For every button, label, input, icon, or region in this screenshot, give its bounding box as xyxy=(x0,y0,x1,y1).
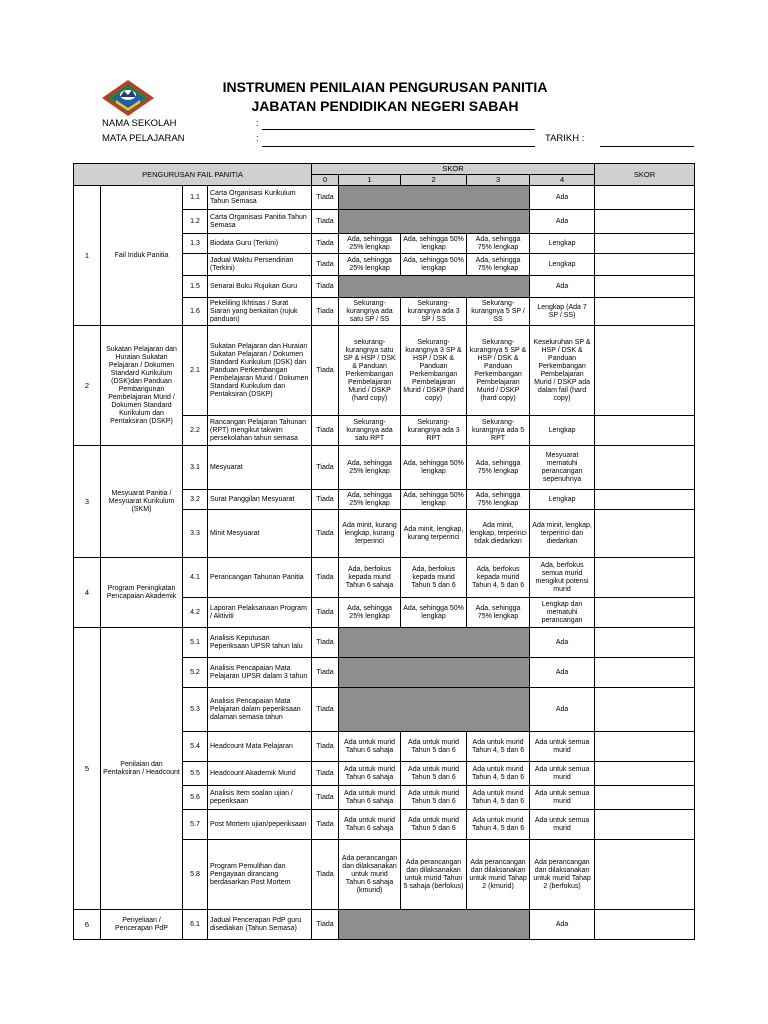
section-number: 2 xyxy=(74,326,101,446)
score-level-3: 3 xyxy=(467,175,530,186)
score-2-cell: Sekurang-kurangnya ada 3 SP / SS xyxy=(401,298,467,326)
score-1-cell: Ada untuk murid Tahun 6 sahaja xyxy=(339,732,401,762)
score-3-cell: Sekurang-kurangnya 5 SP & HSP / DSK & Panduan Perkembangan Pembelajaran Murid / DSKP (hard copy) xyxy=(467,326,530,416)
assessment-table xyxy=(73,163,695,940)
skor-input-cell[interactable] xyxy=(595,786,695,810)
item-description: Pekeliling Ikhtisas / Surat Siaran yang berkaitan (rujuk panduan) xyxy=(208,298,312,326)
skor-input-cell[interactable] xyxy=(595,254,695,276)
score-4-cell: Ada xyxy=(530,688,595,732)
score-4-cell: Lengkap xyxy=(530,416,595,446)
item-description: Biodata Guru (Terkini) xyxy=(208,234,312,254)
score-3-cell: Ada untuk murid Tahun 4, 5 dan 6 xyxy=(467,732,530,762)
nama-sekolah-label: NAMA SEKOLAH xyxy=(102,118,177,129)
score-0-cell: Tiada xyxy=(312,558,339,598)
score-0-cell: Tiada xyxy=(312,510,339,558)
score-4-cell: Ada xyxy=(530,210,595,234)
not-applicable-cell xyxy=(339,910,530,940)
score-4-cell: Lengkap xyxy=(530,234,595,254)
score-4-cell: Keseluruhan SP & HSP / DSK & Panduan Perkembangan Pembelajaran Murid / DSKP ada dalam fail (hard copy) xyxy=(530,326,595,416)
jpn-sabah-logo xyxy=(100,78,156,118)
score-1-cell: Sekurang-kurangnya ada satu RPT xyxy=(339,416,401,446)
section-number: 1 xyxy=(74,186,101,326)
score-2-cell: Ada, sehingga 50% lengkap xyxy=(401,446,467,490)
nama-sekolah-colon: : xyxy=(256,118,259,129)
skor-input-cell[interactable] xyxy=(595,276,695,298)
not-applicable-cell xyxy=(339,276,530,298)
document-subtitle: JABATAN PENDIDIKAN NEGERI SABAH xyxy=(251,98,519,114)
score-2-cell: Ada perancangan dan dilaksanakan untuk murid Tahun 5 sahaja (berfokus) xyxy=(401,840,467,910)
score-3-cell: Sekurang-kurangnya ada 5 RPT xyxy=(467,416,530,446)
tarikh-label: TARIKH : xyxy=(545,133,585,144)
score-0-cell: Tiada xyxy=(312,810,339,840)
score-3-cell: Ada untuk murid Tahun 4, 5 dan 6 xyxy=(467,762,530,786)
item-number: 5.8 xyxy=(183,840,208,910)
section-name: Penyeliaan / Pencerapan PdP xyxy=(101,910,183,940)
section-number: 6 xyxy=(74,910,101,940)
score-2-cell: Ada, sehingga 50% lengkap xyxy=(401,234,467,254)
score-level-4: 4 xyxy=(530,175,595,186)
skor-input-cell[interactable] xyxy=(595,558,695,598)
score-4-cell: Ada untuk semua murid xyxy=(530,786,595,810)
item-number: 1.5 xyxy=(183,276,208,298)
skor-input-cell[interactable] xyxy=(595,628,695,658)
score-0-cell: Tiada xyxy=(312,732,339,762)
skor-input-cell[interactable] xyxy=(595,186,695,210)
score-0-cell: Tiada xyxy=(312,910,339,940)
score-4-cell: Ada untuk semua murid xyxy=(530,810,595,840)
score-2-cell: Ada, sehingga 50% lengkap xyxy=(401,598,467,628)
item-number: 5.4 xyxy=(183,732,208,762)
score-0-cell: Tiada xyxy=(312,762,339,786)
tarikh-field[interactable] xyxy=(600,146,694,147)
score-1-cell: Ada untuk murid Tahun 6 sahaja xyxy=(339,786,401,810)
skor-input-cell[interactable] xyxy=(595,210,695,234)
score-1-cell: Ada untuk murid Tahun 6 sahaja xyxy=(339,810,401,840)
not-applicable-cell xyxy=(339,688,530,732)
score-level-2: 2 xyxy=(401,175,467,186)
item-number: 2.1 xyxy=(183,326,208,416)
item-number: 1.3 xyxy=(183,234,208,254)
score-0-cell: Tiada xyxy=(312,416,339,446)
score-3-cell: Ada untuk murid Tahun 4, 5 dan 6 xyxy=(467,810,530,840)
score-3-cell: Ada, sehingga 75% lengkap xyxy=(467,446,530,490)
skor-input-cell[interactable] xyxy=(595,416,695,446)
item-description: Carta Organisasi Kurikulum Tahun Semasa xyxy=(208,186,312,210)
not-applicable-cell xyxy=(339,186,530,210)
mata-pelajaran-label: MATA PELAJARAN xyxy=(102,133,185,144)
score-1-cell: Ada untuk murid Tahun 6 sahaja xyxy=(339,762,401,786)
score-3-cell: Ada, sehingga 75% lengkap xyxy=(467,254,530,276)
score-1-cell: Ada, sehingga 25% lengkap xyxy=(339,598,401,628)
score-4-cell: Ada xyxy=(530,186,595,210)
not-applicable-cell xyxy=(339,658,530,688)
not-applicable-cell xyxy=(339,628,530,658)
table-row xyxy=(74,628,695,658)
item-description: Analisis Pencapaian Mata Pelajaran UPSR dalam 3 tahun xyxy=(208,658,312,688)
item-description: Jadual Pencerapan PdP guru disediakan (Tahun Semasa) xyxy=(208,910,312,940)
not-applicable-cell xyxy=(339,210,530,234)
skor-input-cell[interactable] xyxy=(595,598,695,628)
score-4-cell: Ada, berfokus semua murid mengikut potensi murid xyxy=(530,558,595,598)
score-1-cell: Ada, berfokus kepada murid Tahun 6 sahaja xyxy=(339,558,401,598)
score-2-cell: Ada, berfokus kepada murid Tahun 5 dan 6 xyxy=(401,558,467,598)
skor-input-cell[interactable] xyxy=(595,510,695,558)
item-description: Analisis Item soalan ujian / peperiksaan xyxy=(208,786,312,810)
item-description: Mesyuarat xyxy=(208,446,312,490)
item-description: Analisis Keputusan Peperiksaan UPSR tahun lalu xyxy=(208,628,312,658)
skor-input-cell[interactable] xyxy=(595,490,695,510)
score-1-cell: Ada minit, kurang lengkap, kurang terperinci xyxy=(339,510,401,558)
item-description: Laporan Pelaksanaan Program / Aktiviti xyxy=(208,598,312,628)
score-4-cell: Ada xyxy=(530,910,595,940)
nama-sekolah-field[interactable] xyxy=(262,129,535,130)
skor-input-cell[interactable] xyxy=(595,810,695,840)
skor-input-cell[interactable] xyxy=(595,910,695,940)
score-3-cell: Ada untuk murid Tahun 4, 5 dan 6 xyxy=(467,786,530,810)
score-0-cell: Tiada xyxy=(312,688,339,732)
score-2-cell: Sekurang-kurangnya ada 3 RPT xyxy=(401,416,467,446)
score-0-cell: Tiada xyxy=(312,446,339,490)
section-name: Penilaian dan Pentaksiran / Headcount xyxy=(101,628,183,910)
item-description: Post Mortem ujian/peperiksaan xyxy=(208,810,312,840)
skor-input-cell[interactable] xyxy=(595,658,695,688)
item-number: 5.2 xyxy=(183,658,208,688)
score-0-cell: Tiada xyxy=(312,298,339,326)
item-description: Headcount Akademik Murid xyxy=(208,762,312,786)
table-row xyxy=(74,326,695,416)
score-2-cell: Ada, sehingga 50% lengkap xyxy=(401,490,467,510)
score-4-cell: Ada untuk semua murid xyxy=(530,762,595,786)
section-name: Mesyuarat Panitia / Mesyuarat Kurikulum (SKM) xyxy=(101,446,183,558)
item-number: 3.1 xyxy=(183,446,208,490)
item-number: 5.6 xyxy=(183,786,208,810)
item-description: Sukatan Pelajaran dan Huraian Sukatan Pelajaran / Dokumen Standard Kurikulum (DSK) dan Panduan Perkembangan Pembelajaran Murid / Dokumen Standard Kurikulum dan Pentaksiran (DSKP) xyxy=(208,326,312,416)
score-4-cell: Lengkap xyxy=(530,254,595,276)
score-0-cell: Tiada xyxy=(312,276,339,298)
score-1-cell: sekurang-kurangnya satu SP & HSP / DSK & Panduan Perkembangan Pembelajaran Murid / DSKP (hard copy) xyxy=(339,326,401,416)
item-number: 3.2 xyxy=(183,490,208,510)
item-description: Carta Organisasi Panitia Tahun Semasa xyxy=(208,210,312,234)
score-2-cell: Ada, sehingga 50% lengkap xyxy=(401,254,467,276)
score-2-cell: Ada untuk murid Tahun 5 dan 6 xyxy=(401,762,467,786)
pengurusan-header: PENGURUSAN FAIL PANITIA xyxy=(74,164,312,186)
score-0-cell: Tiada xyxy=(312,490,339,510)
skor-input-cell[interactable] xyxy=(595,732,695,762)
score-0-cell: Tiada xyxy=(312,598,339,628)
skor-input-cell[interactable] xyxy=(595,762,695,786)
section-name: Sukatan Pelajaran dan Huraian Sukatan Pelajaran / Dokumen Standard Kurikulum (DSK)dan Panduan Pembangunan Pembelajaran Murid / Dokumen Standard Kurikulum dan Pentaksiran (DSKP) xyxy=(101,326,183,446)
score-3-cell: Ada, sehingga 75% lengkap xyxy=(467,598,530,628)
section-number: 5 xyxy=(74,628,101,910)
score-0-cell: Tiada xyxy=(312,326,339,416)
score-4-cell: Ada xyxy=(530,628,595,658)
item-number: 3.3 xyxy=(183,510,208,558)
score-0-cell: Tiada xyxy=(312,186,339,210)
score-0-cell: Tiada xyxy=(312,786,339,810)
item-description: Program Pemulihan dan Pengayaan dirancang berdasarkan Post Mortem xyxy=(208,840,312,910)
score-0-cell: Tiada xyxy=(312,628,339,658)
item-description: Surat Panggilan Mesyuarat xyxy=(208,490,312,510)
score-4-cell: Ada minit, lengkap, terperinci dan diedarkan xyxy=(530,510,595,558)
item-description: Headcount Mata Pelajaran xyxy=(208,732,312,762)
mata-pelajaran-field[interactable] xyxy=(262,146,535,147)
score-0-cell: Tiada xyxy=(312,658,339,688)
skor-input-cell[interactable] xyxy=(595,840,695,910)
table-row xyxy=(74,910,695,940)
item-number: 1.6 xyxy=(183,298,208,326)
skor-input-cell[interactable] xyxy=(595,446,695,490)
score-2-cell: Ada minit, lengkap, kurang terperinci xyxy=(401,510,467,558)
item-description: Rancangan Pelajaran Tahunan (RPT) mengikut takwim persekolahan tahun semasa xyxy=(208,416,312,446)
score-4-cell: Ada untuk semua murid xyxy=(530,732,595,762)
item-number: 6.1 xyxy=(183,910,208,940)
score-3-cell: Ada, berfokus kepada murid Tahun 4, 5 dan 6 xyxy=(467,558,530,598)
item-number: 1.1 xyxy=(183,186,208,210)
score-3-cell: Ada, sehingga 75% lengkap xyxy=(467,490,530,510)
table-row xyxy=(74,446,695,490)
score-1-cell: Sekurang-kurangnya ada satu SP / SS xyxy=(339,298,401,326)
score-4-cell: Ada perancangan dan dilaksanakan untuk murid Tahap 2 (berfokus) xyxy=(530,840,595,910)
item-number: 5.1 xyxy=(183,628,208,658)
score-4-cell: Lengkap (Ada 7 SP / SS) xyxy=(530,298,595,326)
item-description: Analisis Pencapaian Mata Pelajaran dalam peperiksaan dalaman semasa tahun xyxy=(208,688,312,732)
score-4-cell: Lengkap xyxy=(530,490,595,510)
skor-group-header: SKOR xyxy=(312,164,595,175)
score-4-cell: Mesyuarat mematuhi perancangan sepenuhnya xyxy=(530,446,595,490)
score-4-cell: Ada xyxy=(530,658,595,688)
score-0-cell: Tiada xyxy=(312,210,339,234)
score-3-cell: Ada perancangan dan dilaksanakan untuk murid Tahap 2 (kmurid) xyxy=(467,840,530,910)
skor-input-cell[interactable] xyxy=(595,326,695,416)
score-level-1: 1 xyxy=(339,175,401,186)
item-description: Perancangan Tahunan Panitia xyxy=(208,558,312,598)
score-1-cell: Ada, sehingga 25% lengkap xyxy=(339,254,401,276)
score-0-cell: Tiada xyxy=(312,840,339,910)
score-0-cell: Tiada xyxy=(312,254,339,276)
item-number: 4.2 xyxy=(183,598,208,628)
item-number: 5.3 xyxy=(183,688,208,732)
score-level-0: 0 xyxy=(312,175,339,186)
score-2-cell: Ada untuk murid Tahun 5 dan 6 xyxy=(401,810,467,840)
score-1-cell: Ada, sehingga 25% lengkap xyxy=(339,490,401,510)
section-number: 4 xyxy=(74,558,101,628)
skor-input-cell[interactable] xyxy=(595,234,695,254)
item-number: 5.7 xyxy=(183,810,208,840)
section-name: Program Peningkatan Pencapaian Akademik xyxy=(101,558,183,628)
score-3-cell: Ada, sehingga 75% lengkap xyxy=(467,234,530,254)
skor-input-cell[interactable] xyxy=(595,298,695,326)
section-number: 3 xyxy=(74,446,101,558)
table-row xyxy=(74,558,695,598)
item-number: 5.5 xyxy=(183,762,208,786)
item-number: 2.2 xyxy=(183,416,208,446)
item-number xyxy=(183,254,208,276)
item-number: 4.1 xyxy=(183,558,208,598)
score-1-cell: Ada, sehingga 25% lengkap xyxy=(339,446,401,490)
score-3-cell: Sekurang-kurangnya 5 SP / SS xyxy=(467,298,530,326)
table-row xyxy=(74,186,695,210)
document-title: INSTRUMEN PENILAIAN PENGURUSAN PANITIA xyxy=(222,79,548,95)
item-description: Jadual Waktu Persendirian (Terkini) xyxy=(208,254,312,276)
skor-input-cell[interactable] xyxy=(595,688,695,732)
item-description: Minit Mesyuarat xyxy=(208,510,312,558)
item-number: 1.2 xyxy=(183,210,208,234)
item-description: Senarai Buku Rujukan Guru xyxy=(208,276,312,298)
score-2-cell: Ada untuk murid Tahun 5 dan 6 xyxy=(401,786,467,810)
score-1-cell: Ada, sehingga 25% lengkap xyxy=(339,234,401,254)
score-1-cell: Ada perancangan dan dilaksanakan untuk murid Tahun 6 sahaja (kmurid) xyxy=(339,840,401,910)
score-4-cell: Ada xyxy=(530,276,595,298)
score-2-cell: Sekurang-kurangnya 3 SP & HSP / DSK & Panduan Perkembangan Pembelajaran Murid / DSKP (hard copy) xyxy=(401,326,467,416)
mata-pelajaran-colon: : xyxy=(256,133,259,144)
score-3-cell: Ada minit, lengkap, terperinci tidak diedarkan xyxy=(467,510,530,558)
score-0-cell: Tiada xyxy=(312,234,339,254)
score-2-cell: Ada untuk murid Tahun 5 dan 6 xyxy=(401,732,467,762)
section-name: Fail Induk Panitia xyxy=(101,186,183,326)
skor-header: SKOR xyxy=(595,164,695,186)
score-4-cell: Lengkap dan mematuhi perancangan xyxy=(530,598,595,628)
